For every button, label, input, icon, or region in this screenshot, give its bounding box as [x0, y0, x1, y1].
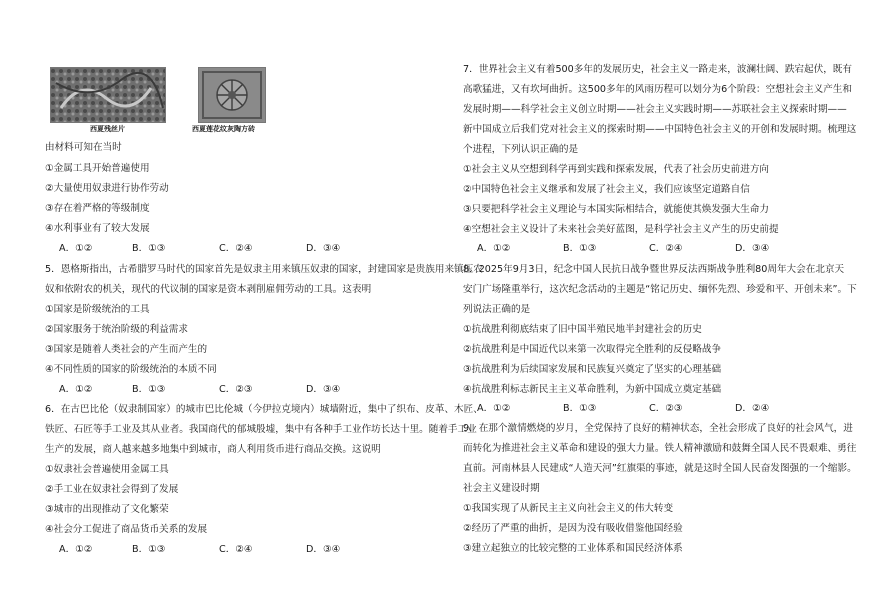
q7-option-c[interactable]: C．②④ [649, 243, 683, 254]
q8-item-3: ③抗战胜利为后续国家发展和民族复兴奠定了坚实的心理基础 [463, 364, 722, 375]
q9-stem-line-3: 直前。河南林县人民建成“人造天河”红旗渠的事迹，就是这时全国人民奋发图强的一个缩影。 [463, 463, 857, 474]
q5-stem-line-2: 奴和依附农的机关，现代的代议制的国家是资本剥削雇佣劳动的工具。这表明 [45, 284, 372, 295]
lotus-brick-photo [198, 67, 266, 123]
q7-item-1: ①社会主义从空想到科学再到实践和探索发展，代表了社会历史前进方向 [463, 164, 770, 175]
q8-option-d[interactable]: D．②④ [735, 403, 770, 414]
q6-item-4: ④社会分工促进了商品货币关系的发展 [45, 524, 208, 535]
q7-stem-line-3: 发展时期——科学社会主义创立时期——社会主义实践时期——苏联社会主义探索时期—— [463, 104, 847, 115]
q6-item-3: ③城市的出现推动了文化繁荣 [45, 504, 169, 515]
q9-stem-line-4: 社会主义建设时期 [463, 483, 540, 494]
lotus-brick-image [199, 68, 265, 122]
q6-options [59, 544, 340, 556]
q6-option-a[interactable]: A．①② [59, 544, 93, 555]
q8-stem-line-3: 列说法正确的是 [463, 304, 531, 315]
q6-option-c[interactable]: C．②④ [219, 544, 253, 555]
q4-item-4: ④水利事业有了较大发展 [45, 223, 150, 234]
q9-stem-line-2: 而转化为推进社会主义革命和建设的强大力量。铁人精神激励和鼓舞全国人民不畏艰难、勇往 [463, 443, 857, 454]
q6-stem-line-2: 铁匠、石匠等手工业及其从业者。我国商代的郁城殷墟，集中有各种手工业作坊长达十里。随着手工业 [45, 424, 477, 435]
q9-item-1: ①我国实现了从新民主主义向社会主义的伟大转变 [463, 503, 674, 514]
q8-item-2: ②抗战胜利是中国近代以来第一次取得完全胜利的反侵略战争 [463, 344, 722, 355]
q7-stem-line-2: 高歌猛进，又有坎坷曲折。这500多年的风雨历程可以划分为6个阶段：空想社会主义产生和 [463, 84, 852, 95]
q8-item-1: ①抗战胜利彻底结束了旧中国半殖民地半封建社会的历史 [463, 324, 702, 335]
q9-stem-line-1: 9．在那个激情燃烧的岁月，全党保持了良好的精神状态，全社会形成了良好的社会风气，进 [463, 423, 853, 434]
q5-item-2: ②国家服务于统治阶级的利益需求 [45, 324, 188, 335]
image-caption-1: 西夏残丝片 [90, 124, 125, 133]
q7-item-3: ③只要把科学社会主义理论与本国实际相结合，就能使其焕发强大生命力 [463, 204, 770, 215]
q5-item-1: ①国家是阶级统治的工具 [45, 304, 150, 315]
q5-option-b[interactable]: B．①③ [132, 384, 166, 395]
q8-option-c[interactable]: C．②③ [649, 403, 683, 414]
q8-stem-line-2: 安门广场隆重举行，这次纪念活动的主题是“铭记历史、缅怀先烈、珍爱和平、开创未来”。下 [463, 284, 857, 295]
q7-stem-line-1: 7．世界社会主义有着500多年的发展历史，社会主义一路走来，波澜壮阔、跌宕起伏，既有 [463, 64, 852, 75]
q7-option-a[interactable]: A．①② [477, 243, 511, 254]
q7-item-2: ②中国特色社会主义继承和发展了社会主义，我们应该坚定道路自信 [463, 184, 750, 195]
q6-item-2: ②手工业在奴隶社会得到了发展 [45, 484, 179, 495]
q5-item-3: ③国家是随着人类社会的产生而产生的 [45, 344, 208, 355]
q7-option-d[interactable]: D．③④ [735, 243, 770, 254]
q6-option-b[interactable]: B．①③ [132, 544, 166, 555]
q8-item-4: ④抗战胜利标志新民主主义革命胜利，为新中国成立奠定基础 [463, 384, 722, 395]
q4-option-b[interactable]: B．①③ [132, 243, 166, 254]
q8-option-a[interactable]: A．①② [477, 403, 511, 414]
q5-option-d[interactable]: D．③④ [306, 384, 341, 395]
q5-item-4: ④不同性质的国家的阶级统治的本质不同 [45, 364, 217, 375]
q6-option-d[interactable]: D．③④ [306, 544, 341, 555]
q4-stem: 由材料可知在当时 [45, 142, 122, 153]
q9-item-2: ②经历了严重的曲折，是因为没有吸收借鉴他国经验 [463, 523, 683, 534]
q4-options [59, 243, 340, 255]
q4-item-3: ③存在着严格的等级制度 [45, 203, 150, 214]
q6-item-1: ①奴隶社会普遍使用金属工具 [45, 464, 169, 475]
silk-fragment-image [51, 68, 165, 122]
q7-stem-line-5: 个进程，下列认识正确的是 [463, 144, 579, 155]
image-caption-2: 西夏莲花纹灰陶方砖 [192, 124, 255, 133]
q6-stem-line-1: 6．在古巴比伦（奴隶制国家）的城市巴比伦城（今伊拉克境内）城墙附近，集中了织布、皮革、木匠、 [45, 404, 483, 415]
silk-fragment-photo [50, 67, 166, 123]
q4-item-2: ②大量使用奴隶进行协作劳动 [45, 183, 169, 194]
q7-stem-line-4: 新中国成立后我们党对社会主义的探索时期——中国特色社会主义的开创和发展时期。梳理这 [463, 124, 857, 135]
q6-stem-line-3: 生产的发展，商人越来越多地集中到城市，商人利用货币进行商品交换。这说明 [45, 444, 381, 455]
q5-option-c[interactable]: C．②③ [219, 384, 253, 395]
q5-option-a[interactable]: A．①② [59, 384, 93, 395]
q4-option-a[interactable]: A．①② [59, 243, 93, 254]
q7-option-b[interactable]: B．①③ [563, 243, 597, 254]
q5-stem-line-1: 5．恩格斯指出，古希腊罗马时代的国家首先是奴隶主用来镇压奴隶的国家，封建国家是贵族用来镇压农 [45, 264, 483, 275]
q4-item-1: ①金属工具开始普遍使用 [45, 163, 150, 174]
q8-options [477, 403, 769, 415]
q7-options [477, 243, 769, 255]
q5-options [59, 384, 340, 396]
q7-item-4: ④空想社会主义设计了未来社会美好蓝图，是科学社会主义产生的历史前提 [463, 224, 779, 235]
q4-option-c[interactable]: C．②④ [219, 243, 253, 254]
q8-option-b[interactable]: B．①③ [563, 403, 597, 414]
q4-option-d[interactable]: D．③④ [306, 243, 341, 254]
q9-item-3: ③建立起独立的比较完整的工业体系和国民经济体系 [463, 543, 683, 554]
q8-stem-line-1: 8．2025年9月3日，纪念中国人民抗日战争暨世界反法西斯战争胜利80周年大会在北京天 [463, 264, 845, 275]
